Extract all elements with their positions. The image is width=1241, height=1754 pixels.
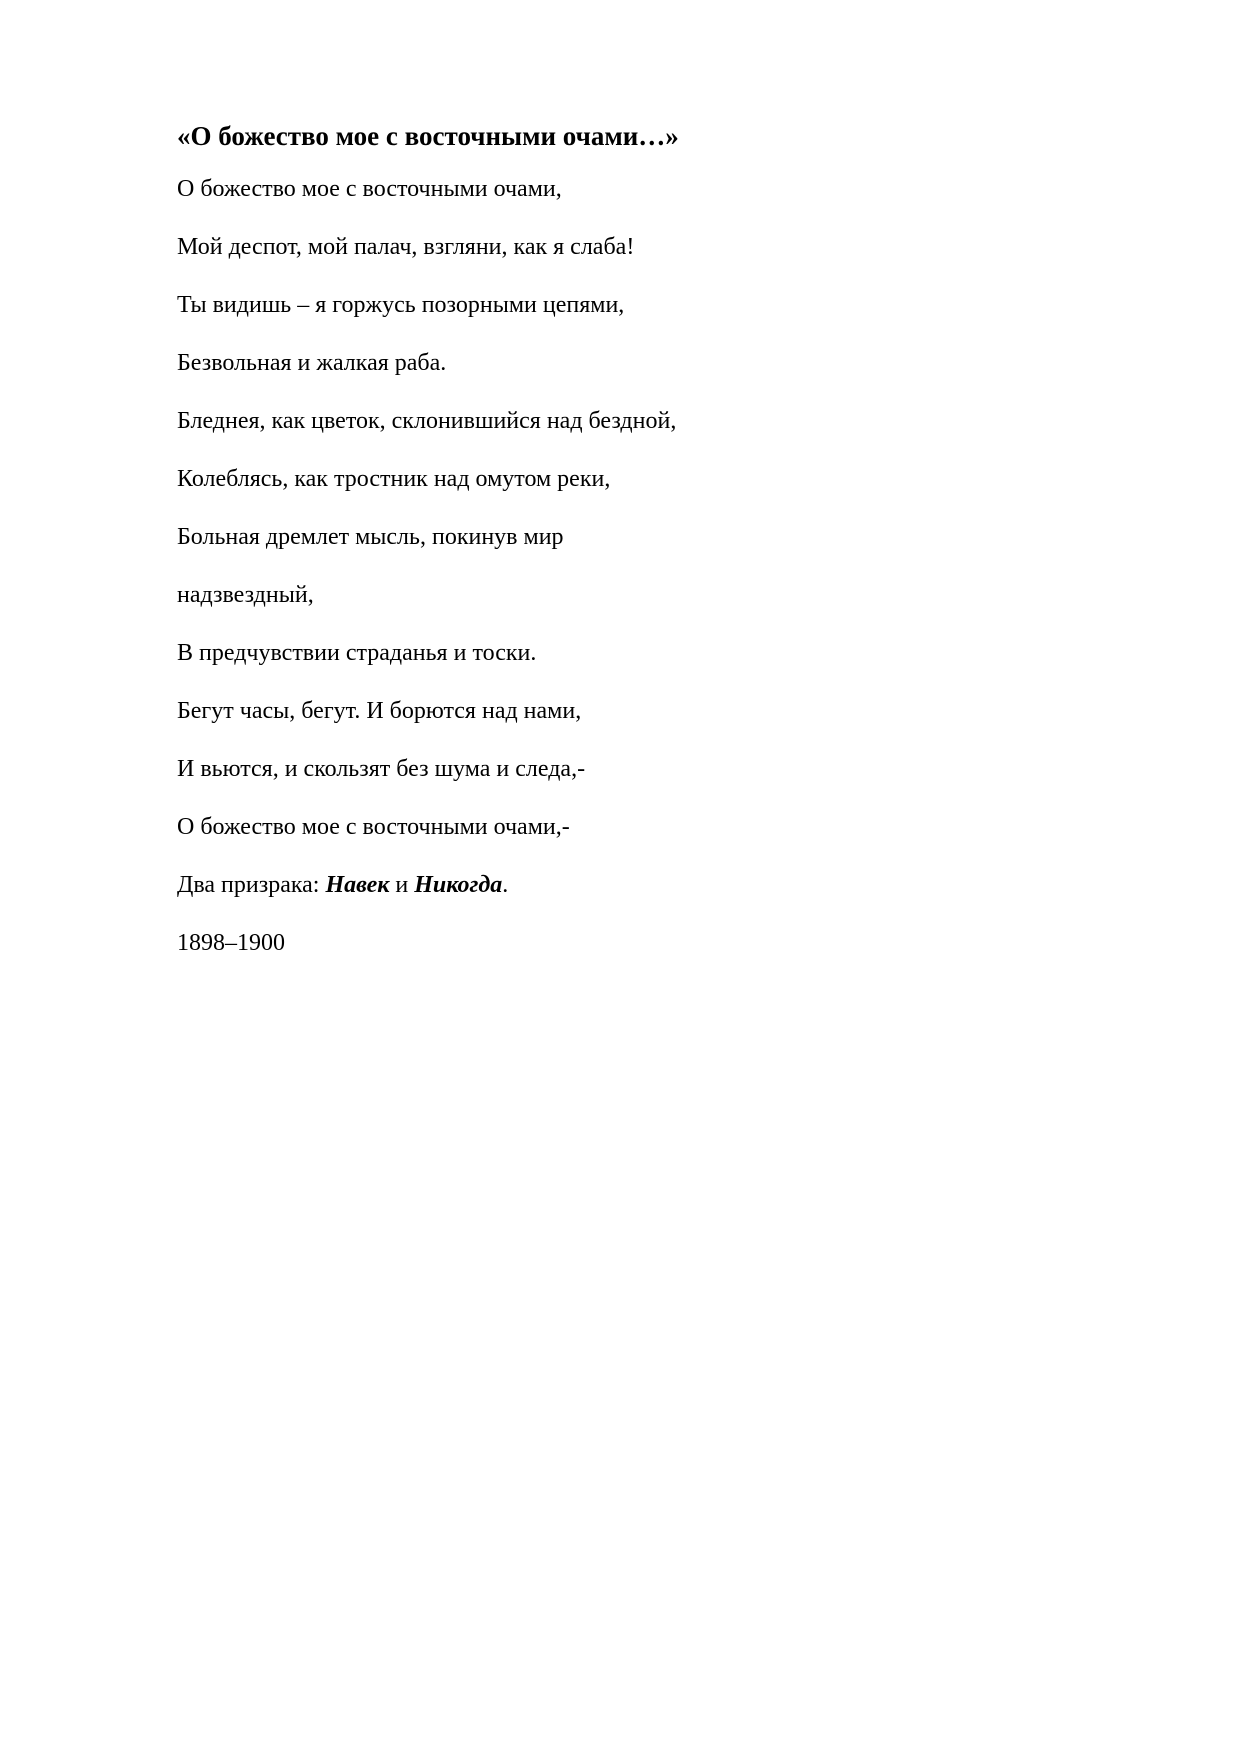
poem-line-9: В предчувствии страданья и тоски. [177,640,537,666]
poem-line-1: О божество мое с восточными очами, [177,176,562,202]
poem-line-4: Безвольная и жалкая раба. [177,350,447,376]
poem-line-3: Ты видишь – я горжусь позорными цепями, [177,292,625,318]
poem-line-6: Колеблясь, как тростник над омутом реки, [177,466,611,492]
poem-line-13 [177,856,1077,914]
emphasis-navek: Навек [325,872,390,898]
poem-line-7: Больная дремлет мысль, покинув мир [177,524,564,550]
poem-line-8: надзвездный, [177,582,314,608]
emphasis-nikogda: Никогда [414,872,503,898]
poem-line-13-prefix: Два призрака: [177,872,326,898]
poem-line-13-connector: и [389,872,415,898]
poem-line-11: И вьются, и скользят без шума и следа,- [177,756,586,782]
poem-date: 1898–1900 [177,930,285,956]
poem-line-2: Мой деспот, мой палач, взгляни, как я слаба! [177,234,635,260]
poem-line-12: О божество мое с восточными очами,- [177,814,570,840]
poem [177,112,1077,972]
poem-line-5: Бледнея, как цветок, склонившийся над бездной, [177,408,677,434]
poem-title: «О божество мое с восточными очами…» [177,121,679,151]
poem-line-13-suffix: . [502,872,509,898]
poem-line-10: Бегут часы, бегут. И борются над нами, [177,698,582,724]
